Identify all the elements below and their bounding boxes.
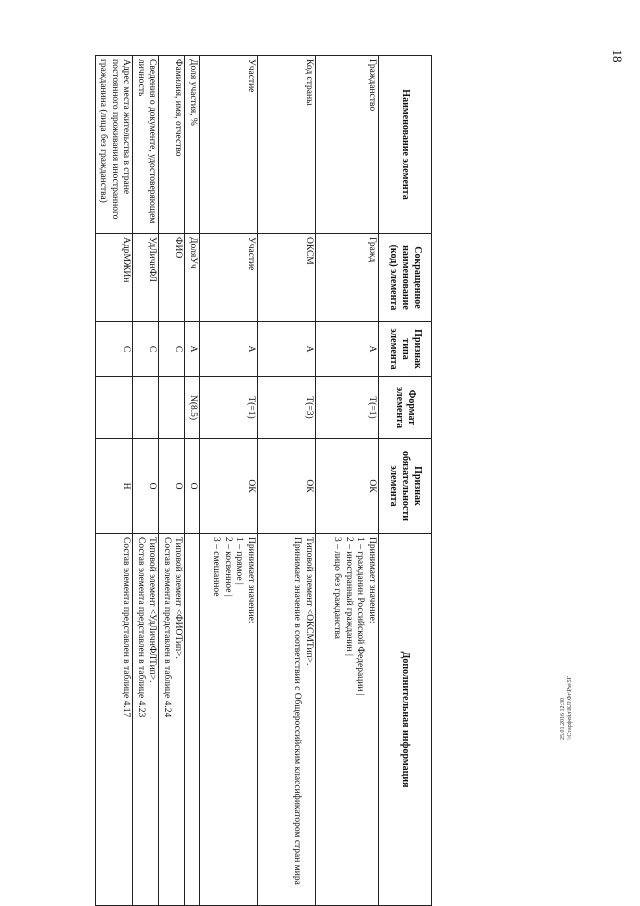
cell-info [185,534,200,906]
cell-name: Участие [200,56,258,234]
table-row [258,56,316,906]
info-line: 3 – смешанное [211,537,222,597]
cell-info [200,534,258,906]
cell-format: T(=1) [200,377,258,439]
stamp-line: \\Старфейл\КЛ\Фг\Рм\5Г [567,676,573,740]
cell-code: Гражд [316,234,379,322]
cell-name: Адрес места жительства в стране постоянного проживания иностранного гражданина (лица без гражданства) [96,56,134,234]
info-line: Типовой элемент <УдЛичнФЛТип>. [147,537,158,683]
col-header-name: Наименование элемента [379,56,432,234]
table-row [159,56,185,906]
info-line: Состав элемента представлен в таблице 4.23 [136,537,146,718]
stamp-line: 25.01.2016 12:30 [560,697,566,740]
cell-required: О [185,439,200,534]
cell-info [96,534,134,906]
cell-format: T(=1) [316,377,379,439]
table-row [96,56,134,906]
cell-info [133,534,159,906]
cell-type: С [96,322,134,377]
cell-type: С [133,322,159,377]
cell-type: А [316,322,379,377]
cell-type: А [258,322,316,377]
cell-code: ФИО [159,234,185,322]
page-number: 18 [610,49,625,63]
cell-info [159,534,185,906]
info-line: Типовой элемент <ФИОТип>. [173,537,184,659]
col-header-info: Дополнительная информация [379,534,432,906]
footer-stamp [560,580,574,740]
cell-code: УдЛичнФЛ [133,234,159,322]
info-line: 2 – косвенное | [223,537,233,597]
cell-name: Доля участия, % [185,56,200,234]
cell-format [159,377,185,439]
info-line: Принимает значение: [367,537,377,624]
table-row [185,56,200,906]
table-row [133,56,159,906]
cell-code: АдрМЖИн [96,234,134,322]
cell-name: Сведения о документе, удостоверяющем личность [133,56,159,234]
info-line: Принимает значение в соответствии с Общероссийским классификатором стран мира [292,537,303,885]
cell-type: А [185,322,200,377]
cell-info [258,534,316,906]
cell-code: ОКСМ [258,234,316,322]
cell-name: Фамилия, имя, отчество [159,56,185,234]
table-row [200,56,258,906]
cell-required: О [133,439,159,534]
cell-type: С [159,322,185,377]
cell-format: N(8.5) [185,377,200,439]
info-line: 2 – иностранный гражданин | [344,537,354,656]
info-line: Типовой элемент <ОКСМТип>. [304,537,314,666]
cell-code: ДоляУч [185,234,200,322]
cell-required: ОК [316,439,379,534]
info-line: Состав элемента представлен в таблице 4.24 [162,537,172,718]
cell-format [96,377,134,439]
table-header-row [379,56,432,906]
cell-required: ОК [258,439,316,534]
info-line: Принимает значение: [246,537,256,624]
cell-type: А [200,322,258,377]
cell-required: Н [96,439,134,534]
cell-info [316,534,379,906]
cell-name: Гражданство [316,56,379,234]
cell-format: T(=3) [258,377,316,439]
cell-required: О [159,439,185,534]
element-table [95,55,432,906]
table-row [316,56,379,906]
info-line: 1 – прямое | [234,537,245,585]
info-line: 1 – гражданин Российской Федерации | [355,537,366,696]
col-header-code: Сокращенное наименование (код) элемента [379,234,432,322]
info-line: Состав элемента представлен в таблице 4.17 [121,537,132,718]
cell-required: ОК [200,439,258,534]
col-header-format: Формат элемента [379,377,432,439]
element-table-wrap [98,55,432,905]
cell-format [133,377,159,439]
cell-code: Участие [200,234,258,322]
col-header-type: Признак типа элемента [379,322,432,377]
info-line: 3 – лицо без гражданства [332,537,343,639]
cell-name: Код страны [258,56,316,234]
col-header-required: Признак обязательности элемента [379,439,432,534]
